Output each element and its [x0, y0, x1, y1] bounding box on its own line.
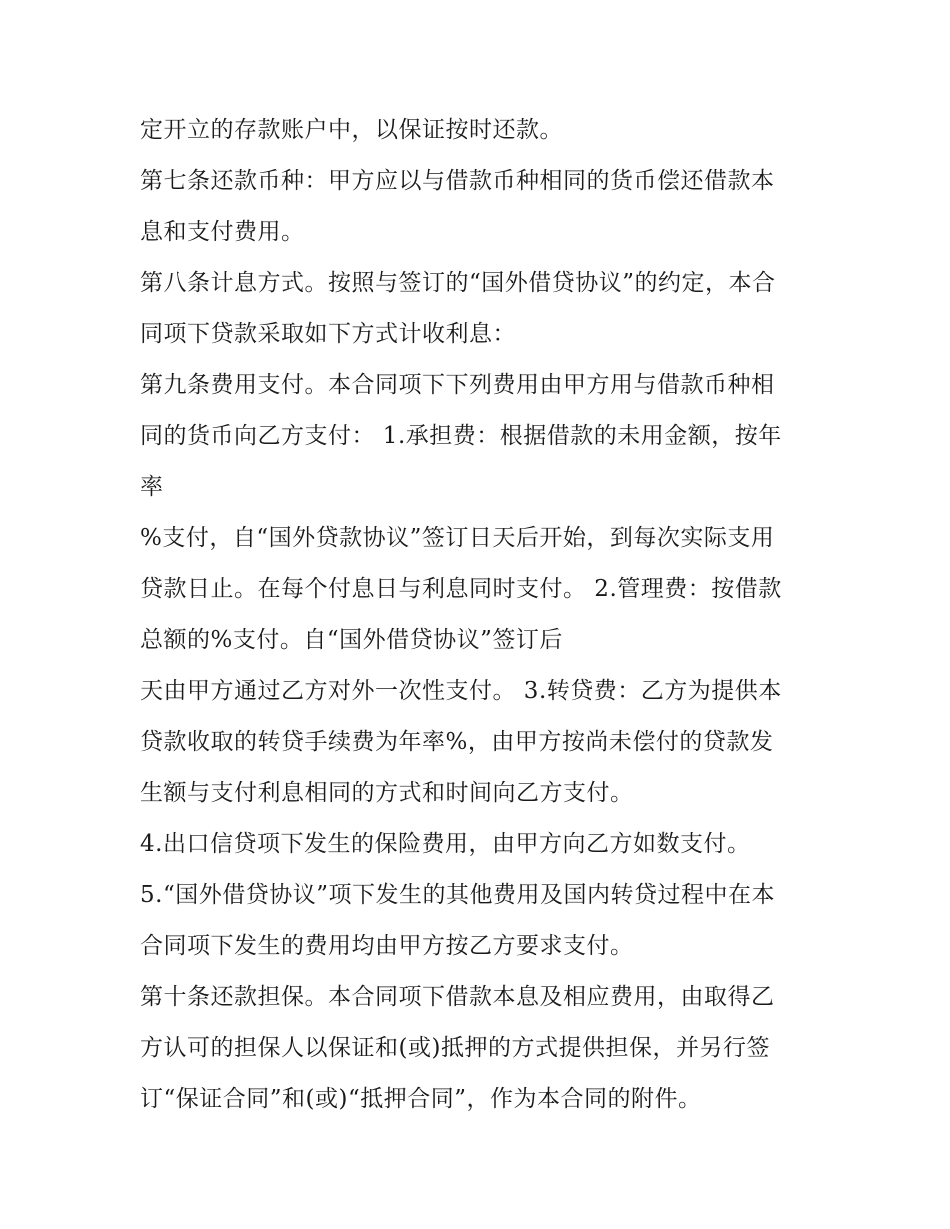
text-line: 4.出口信贷项下发生的保险费用，由甲方向乙方如数支付。 — [140, 831, 751, 857]
text-line: 定开立的存款账户中，以保证按时还款。 — [140, 117, 563, 143]
text-line: 同项下贷款采取如下方式计收利息： — [140, 321, 516, 347]
text-line: 订“保证合同”和(或)“抵押合同”，作为本合同的附件。 — [140, 1086, 702, 1112]
text-line: 息和支付费用。 — [140, 219, 305, 245]
text-line: 方认可的担保人以保证和(或)抵押的方式提供担保，并另行签 — [140, 1035, 770, 1061]
text-line: 第十条还款担保。本合同项下借款本息及相应费用，由取得乙 — [140, 984, 775, 1010]
text-line: 总额的%支付。自“国外借贷协议”签订后 — [140, 627, 563, 653]
text-line: 合同项下发生的费用均由甲方按乙方要求支付。 — [140, 933, 634, 959]
text-line: %支付，自“国外贷款协议”签订日天后开始，到每次实际支用 — [140, 525, 775, 551]
text-line: 率 — [140, 474, 164, 500]
text-line: 贷款收取的转贷手续费为年率%，由甲方按尚未偿付的贷款发 — [140, 729, 774, 755]
text-line: 生额与支付利息相同的方式和时间向乙方支付。 — [140, 780, 634, 806]
text-line: 第九条费用支付。本合同项下下列费用由甲方用与借款币种相 — [140, 372, 775, 398]
text-line: 同的货币向乙方支付： 1.承担费：根据借款的未用金额，按年 — [140, 423, 782, 449]
text-line: 5.“国外借贷协议”项下发生的其他费用及国内转贷过程中在本 — [140, 882, 775, 908]
text-line: 第八条计息方式。按照与签订的“国外借贷协议”的约定，本合 — [140, 270, 776, 296]
document-body — [140, 105, 820, 1125]
text-line: 第七条还款币种：甲方应以与借款币种相同的货币偿还借款本 — [140, 168, 775, 194]
text-line: 天由甲方通过乙方对外一次性支付。 3.转贷费：乙方为提供本 — [140, 678, 782, 704]
text-line: 贷款日止。在每个付息日与利息同时支付。 2.管理费：按借款 — [140, 576, 782, 602]
